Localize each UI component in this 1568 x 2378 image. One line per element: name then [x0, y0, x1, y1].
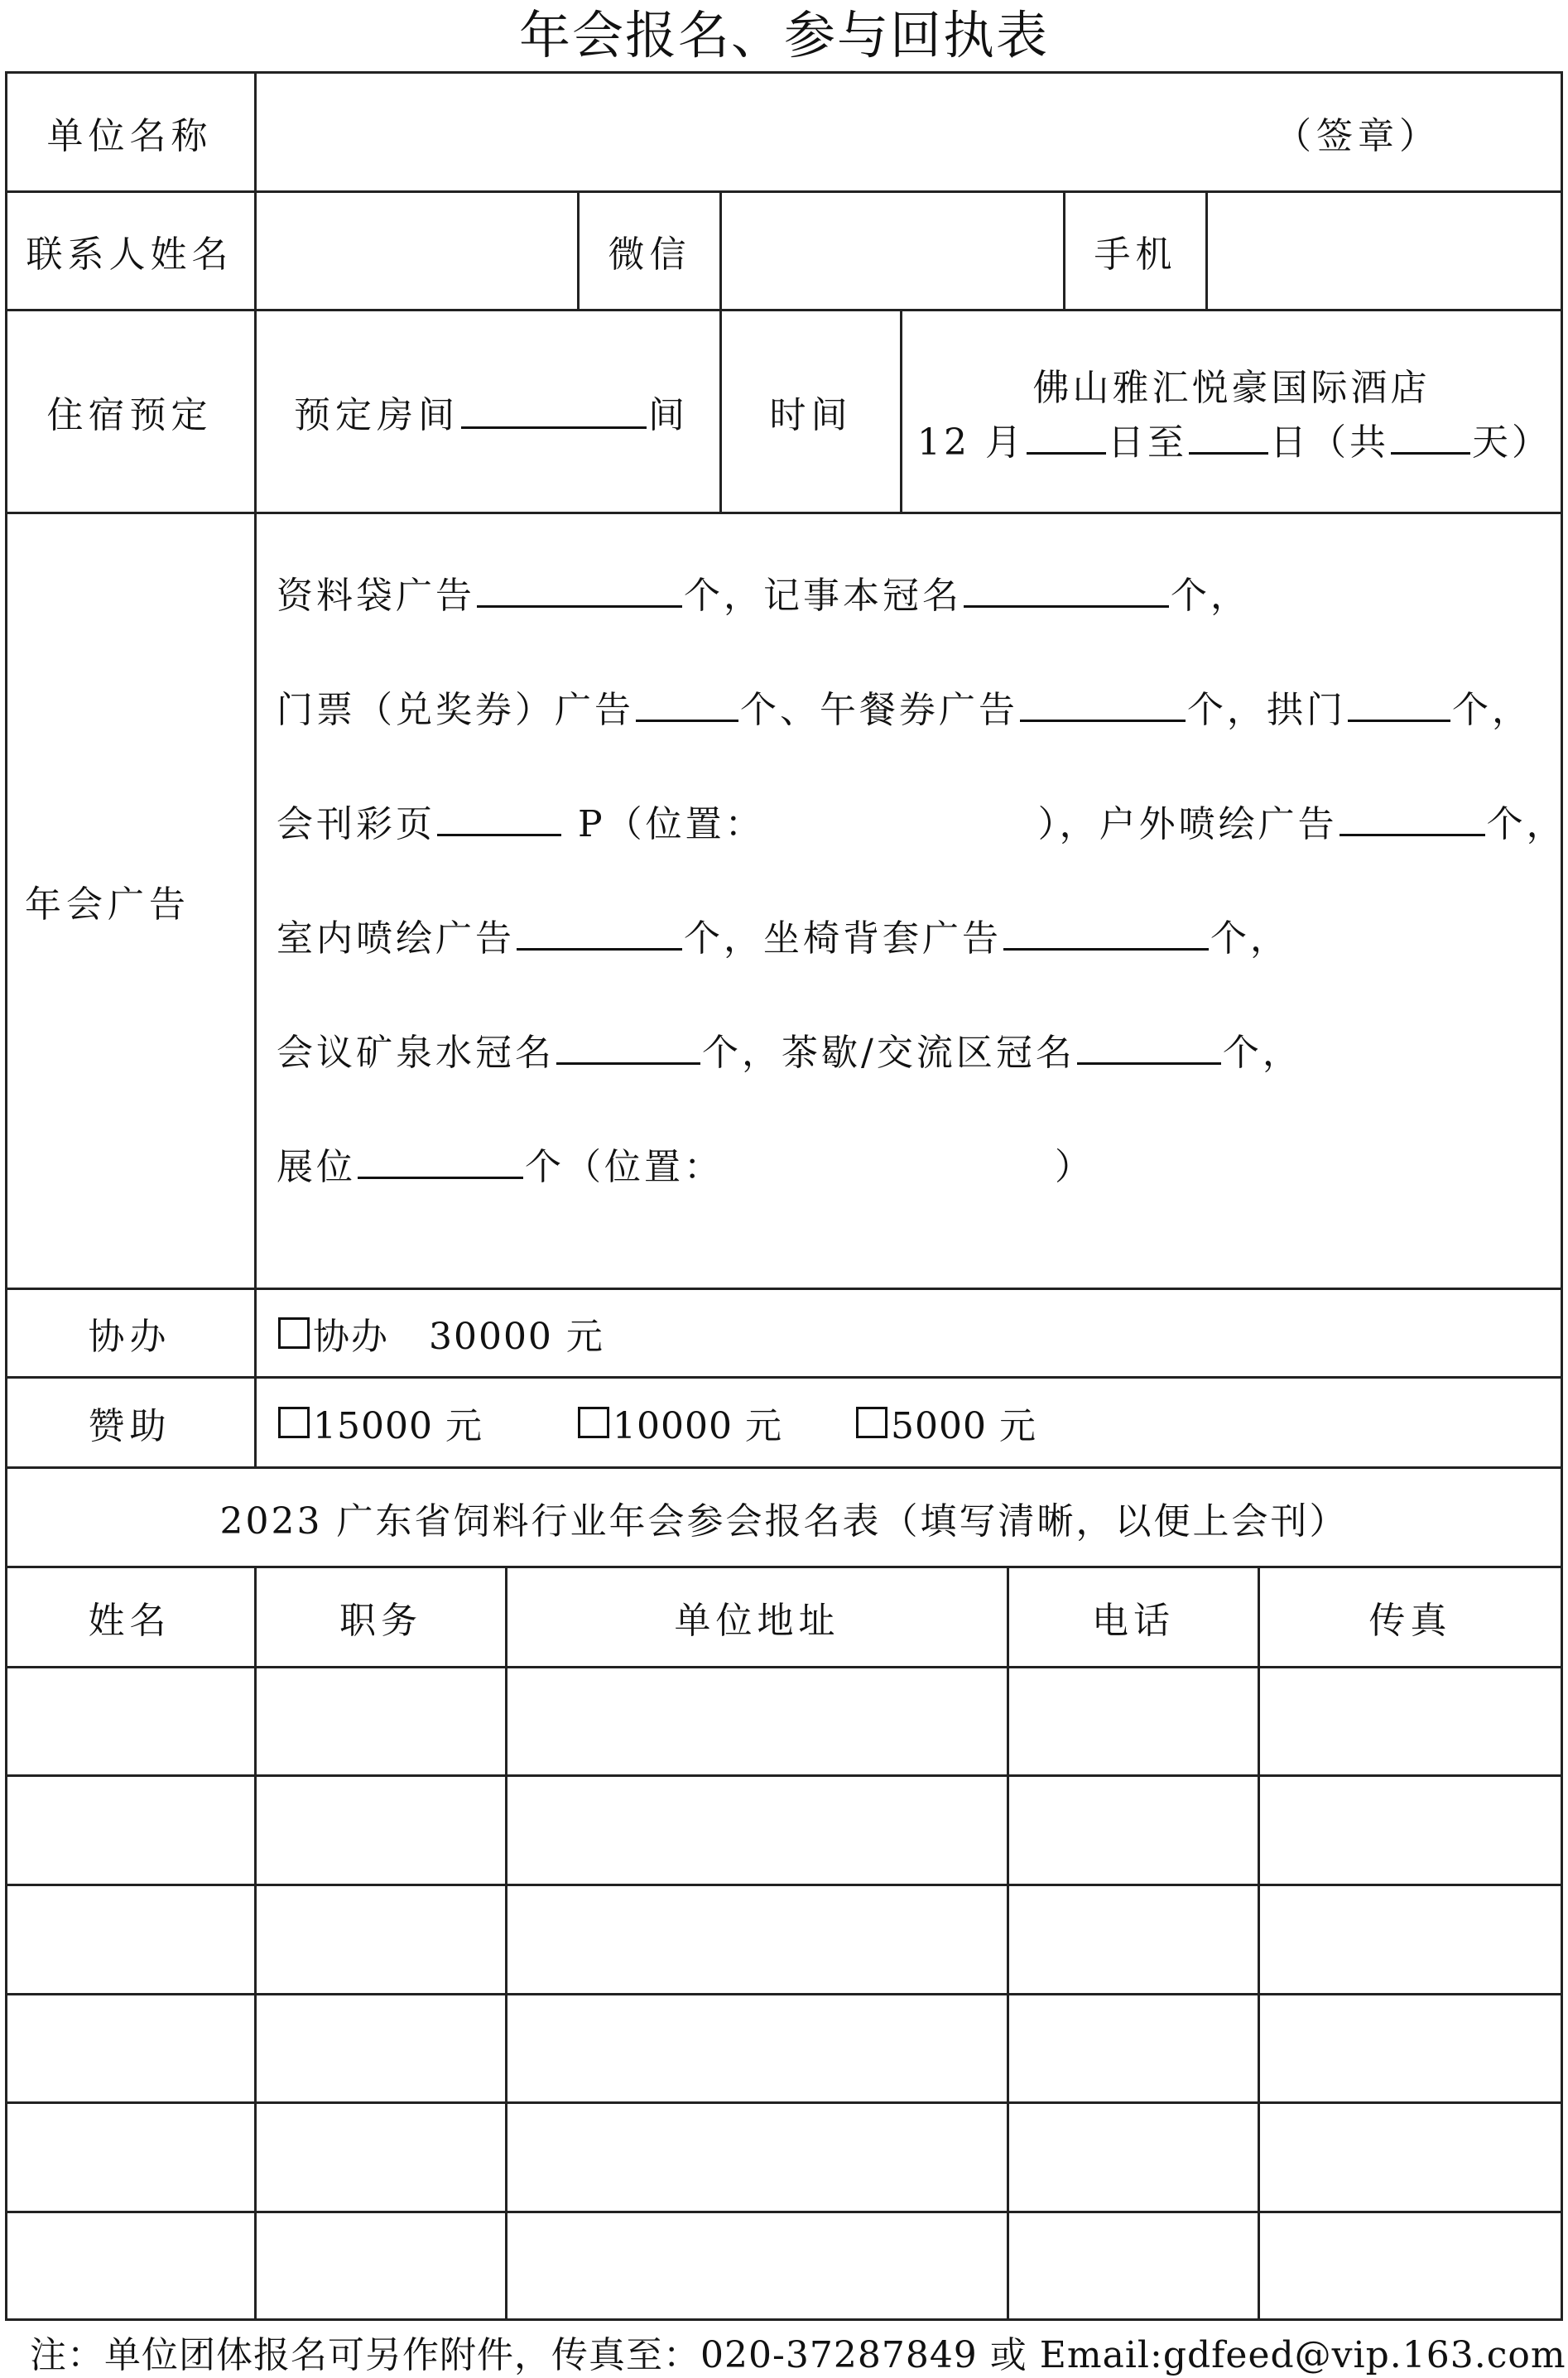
bag-ad-input[interactable]: [477, 574, 682, 608]
column-header-fax: 传真: [1368, 1600, 1452, 1642]
table-row[interactable]: [7, 1777, 1561, 1884]
rule: [5, 2318, 1563, 2321]
column-header-address: 单位地址: [674, 1600, 840, 1642]
rooms-prefix: 预定房间: [294, 394, 459, 436]
date-end: 天）: [1471, 421, 1551, 464]
wechat-label: 微信: [608, 233, 691, 276]
checkbox-icon[interactable]: [856, 1407, 887, 1438]
checkbox-icon[interactable]: [278, 1317, 310, 1349]
phone-field[interactable]: [1208, 193, 1561, 309]
chair-cover-ad-input[interactable]: [1003, 917, 1209, 951]
date-month: 12 月: [917, 421, 1025, 464]
rooms-booking: [294, 311, 719, 512]
rooms-suffix: 间: [648, 394, 690, 436]
table-row[interactable]: [7, 1995, 1561, 2101]
rule: [1561, 71, 1563, 2321]
table-row[interactable]: [7, 1886, 1561, 1993]
table-row[interactable]: [7, 1668, 1561, 1774]
cohost-label: 协办: [88, 1316, 171, 1358]
phone-label: 手机: [1094, 233, 1177, 276]
column-header-name: 姓名: [88, 1600, 171, 1642]
notebook-naming-input[interactable]: [964, 574, 1169, 608]
arch-input[interactable]: [1348, 688, 1450, 722]
footer-note: 注：单位团体报名可另作附件，传真至：020-37287849 或 Email:gdfeed@vip.163.com: [30, 2334, 1566, 2376]
checkbox-icon[interactable]: [578, 1407, 609, 1438]
start-day-input[interactable]: [1027, 421, 1106, 455]
date-day1: 日至: [1107, 421, 1187, 464]
checkbox-icon[interactable]: [278, 1407, 310, 1438]
signup-heading: 2023 广东省饲料行业年会参会报名表（填写清晰，以便上会刊）: [219, 1499, 1349, 1543]
hotel-name: 佛山雅汇悦豪国际酒店: [1032, 367, 1431, 409]
outdoor-ad-input[interactable]: [1340, 802, 1485, 836]
form-title: 年会报名、参与回执表: [518, 5, 1049, 65]
table-row[interactable]: [7, 2104, 1561, 2211]
booth-count-input[interactable]: [358, 1145, 523, 1179]
time-label: 时间: [769, 394, 853, 436]
table-row[interactable]: [7, 2213, 1561, 2318]
total-days-input[interactable]: [1391, 421, 1470, 455]
ticket-ad-input[interactable]: [636, 688, 738, 722]
water-naming-input[interactable]: [556, 1031, 700, 1065]
end-day-input[interactable]: [1189, 421, 1268, 455]
ad-line-1: 资料袋广告 个，记事本冠名 个，: [277, 575, 1250, 617]
rooms-count-input[interactable]: [461, 395, 647, 429]
rule: [900, 309, 902, 514]
rule: [5, 512, 1563, 514]
column-header-phone: 电话: [1092, 1600, 1175, 1642]
wechat-field[interactable]: [722, 193, 1063, 309]
date-day2: 日（共: [1269, 421, 1389, 464]
lunch-ticket-ad-input[interactable]: [1020, 688, 1186, 722]
indoor-ad-input[interactable]: [517, 917, 682, 951]
sponsor-option-1[interactable]: 15000 元: [278, 1379, 551, 1466]
contact-name-label: 联系人姓名: [26, 233, 233, 276]
sponsor-option-3[interactable]: 5000 元: [856, 1379, 1129, 1466]
lodging-label: 住宿预定: [46, 394, 213, 436]
ad-line-6: 展位 个（位置： ）: [277, 1146, 1094, 1188]
cohost-option[interactable]: 协办 30000 元: [278, 1290, 1023, 1376]
ads-label: 年会广告: [25, 883, 190, 926]
ad-line-4: 室内喷绘广告 个，坐椅背套广告 个，: [277, 917, 1290, 960]
sponsor-label: 赞助: [88, 1405, 171, 1447]
unit-name-label: 单位名称: [46, 114, 213, 157]
ad-line-3: 会刊彩页 P（位置： ），户外喷绘广告 个，: [277, 803, 1566, 845]
ad-line-5: 会议矿泉水冠名 个，茶歇/交流区冠名 个，: [277, 1032, 1302, 1074]
column-header-position: 职务: [339, 1600, 422, 1642]
color-page-input[interactable]: [437, 802, 561, 836]
tea-break-naming-input[interactable]: [1077, 1031, 1221, 1065]
ad-line-2: 门票（兑奖券）广告 个、午餐券广告 个，拱门 个，: [277, 689, 1532, 731]
stay-dates: [917, 412, 1551, 465]
seal-note: （签章）: [1275, 114, 1441, 157]
sponsor-option-2[interactable]: 10000 元: [578, 1379, 851, 1466]
contact-name-field[interactable]: [257, 193, 577, 309]
